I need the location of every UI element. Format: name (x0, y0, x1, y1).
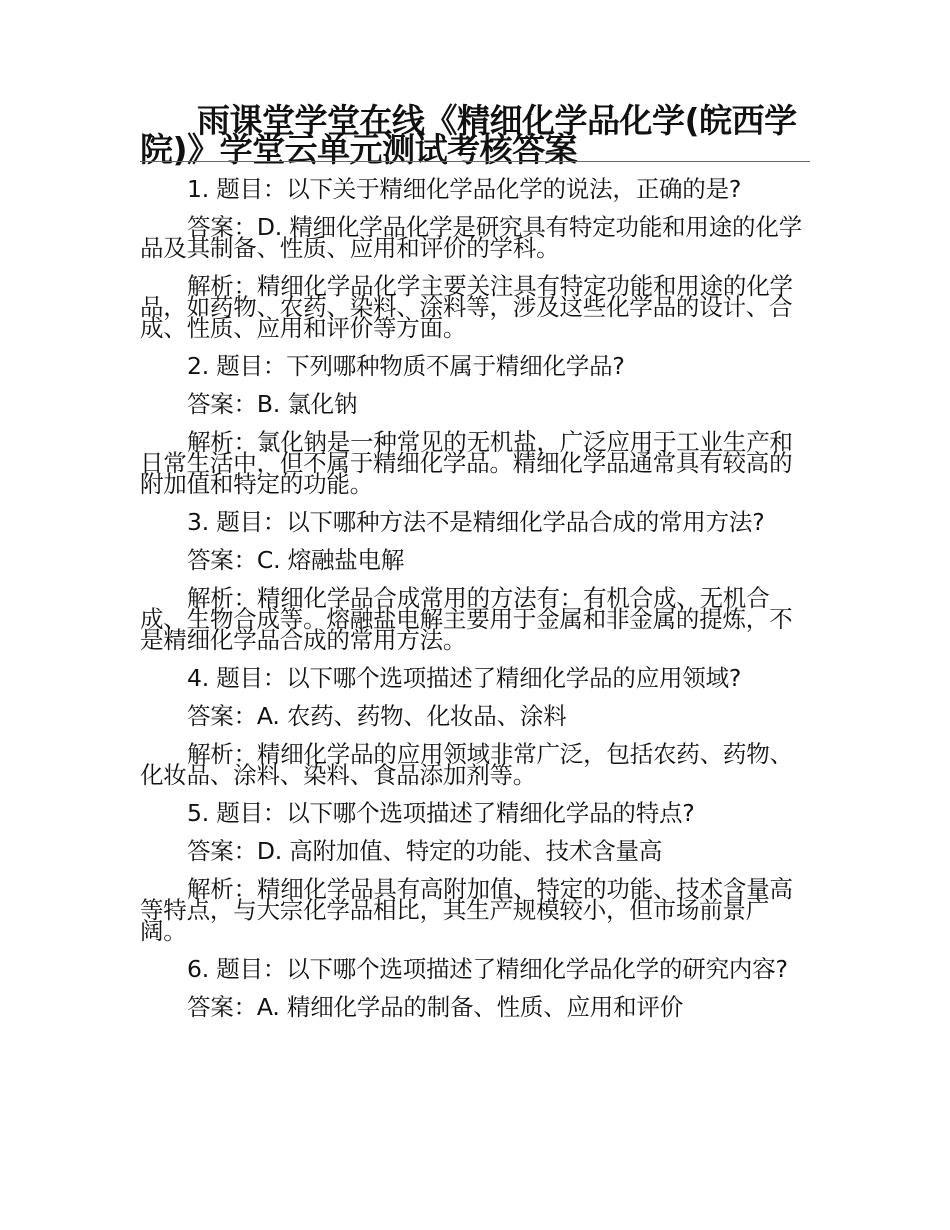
title-underline (140, 161, 810, 162)
explanation-3: 解析：精细化学品合成常用的方法有：有机合成、无机合成、生物合成等。熔融盐电解主要用于金属和非金属的提炼，不是精细化学品合成的常用方法。 (140, 584, 793, 654)
document-title: 雨课堂学堂在线《精细化学品化学(皖西学院)》学堂云单元测试考核答案 (140, 101, 797, 169)
explanation-2: 解析：氯化钠是一种常见的无机盐，广泛应用于工业生产和日常生活中，但不属于精细化学品。精细化学品通常具有较高的附加值和特定的功能。 (140, 428, 793, 498)
question-4: 4. 题目：以下哪个选项描述了精细化学品的应用领域? (187, 664, 742, 692)
question-5: 5. 题目：以下哪个选项描述了精细化学品的特点? (187, 799, 695, 827)
answer-2: 答案：B. 氯化钠 (187, 390, 358, 418)
question-2: 2. 题目：下列哪种物质不属于精细化学品? (187, 352, 625, 380)
answer-6: 答案：A. 精细化学品的制备、性质、应用和评价 (187, 993, 684, 1021)
explanation-5: 解析：精细化学品具有高附加值、特定的功能、技术含量高等特点，与大宗化学品相比，其生产规模较小，但市场前景广阔。 (140, 875, 793, 945)
answer-3: 答案：C. 熔融盐电解 (187, 546, 405, 574)
explanation-4: 解析：精细化学品的应用领域非常广泛，包括农药、药物、化妆品、涂料、染料、食品添加剂等。 (140, 740, 793, 789)
answer-1: 答案：D. 精细化学品化学是研究具有特定功能和用途的化学品及其制备、性质、应用和评价的学科。 (140, 213, 802, 262)
question-3: 3. 题目：以下哪种方法不是精细化学品合成的常用方法? (187, 508, 765, 536)
question-1: 1. 题目：以下关于精细化学品化学的说法，正确的是? (187, 175, 742, 203)
answer-5: 答案：D. 高附加值、特定的功能、技术含量高 (187, 837, 663, 865)
answer-4: 答案：A. 农药、药物、化妆品、涂料 (187, 702, 567, 730)
question-6: 6. 题目：以下哪个选项描述了精细化学品化学的研究内容? (187, 955, 788, 983)
explanation-1: 解析：精细化学品化学主要关注具有特定功能和用途的化学品，如药物、农药、染料、涂料等，涉及这些化学品的设计、合成、性质、应用和评价等方面。 (140, 272, 793, 342)
document-body (140, 174, 812, 1030)
